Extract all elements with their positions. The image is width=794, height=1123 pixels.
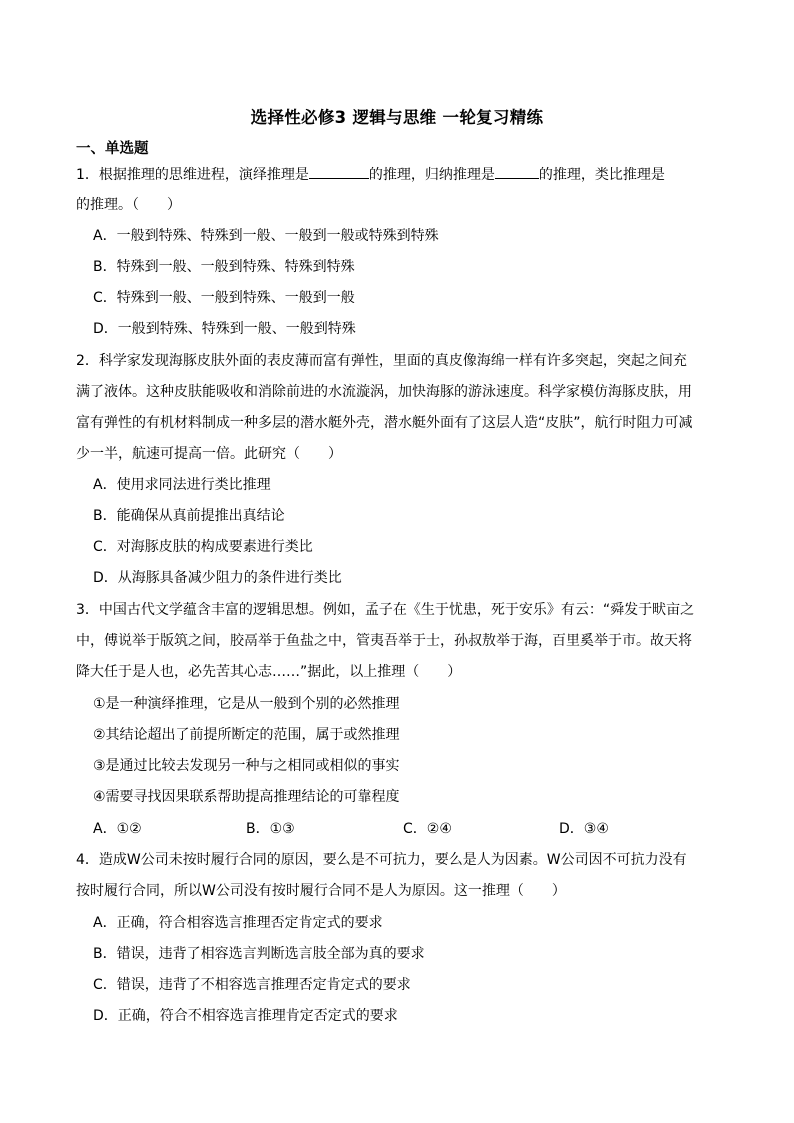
q3-statement-1: ①是一种演绎推理，它是从一般到个别的必然推理 — [93, 696, 400, 712]
q1-blank-2 — [495, 164, 539, 179]
q1-stem-part-b: 的推理，归纳推理是 — [368, 167, 495, 183]
q3-option-c[interactable]: C．②④ — [403, 821, 452, 837]
q2-stem-line-4: 少一半，航速可提高一倍。此研究（ ） — [76, 446, 342, 462]
document-title: 选择性必修3 逻辑与思维 一轮复习精练 — [250, 108, 544, 127]
q1-stem-line-2: 的推理。（ ） — [76, 197, 181, 213]
q3-statement-3: ③是通过比较去发现另一种与之相同或相似的事实 — [93, 758, 400, 774]
q2-option-a[interactable]: A．使用求同法进行类比推理 — [93, 477, 271, 493]
q2-stem-line-3: 富有弹性的有机材料制成一种多层的潜水艇外壳，潜水艇外面有了这层人造“皮肤”，航行时阻力可减 — [76, 415, 693, 431]
q2-option-c[interactable]: C．对海豚皮肤的构成要素进行类比 — [93, 539, 313, 555]
q1-option-d[interactable]: D．一般到特殊、特殊到一般、一般到特殊 — [93, 321, 356, 337]
q3-statement-2: ②其结论超出了前提所断定的范围，属于或然推理 — [93, 727, 400, 743]
q1-option-b[interactable]: B．特殊到一般、一般到特殊、特殊到特殊 — [93, 259, 355, 275]
q3-stem-line-3: 降大任于是人也，必先苦其心志……”据此，以上推理（ ） — [76, 664, 462, 680]
q4-option-a[interactable]: A．正确，符合相容选言推理否定肯定式的要求 — [93, 915, 383, 931]
q3-option-d[interactable]: D．③④ — [559, 821, 609, 837]
q4-option-d[interactable]: D．正确，符合不相容选言推理肯定否定式的要求 — [93, 1008, 398, 1024]
q3-stem-line-1: 3．中国古代文学蕴含丰富的逻辑思想。例如，孟子在《生于忧患，死于安乐》有云：“舜发于畎亩之 — [76, 602, 695, 618]
q3-option-b[interactable]: B．①③ — [246, 821, 295, 837]
q3-option-a[interactable]: A．①② — [93, 821, 142, 837]
q2-stem-line-1: 2．科学家发现海豚皮肤外面的表皮薄而富有弹性，里面的真皮像海绵一样有许多突起，突起之间充 — [76, 353, 687, 369]
q2-stem-line-2: 满了液体。这种皮肤能吸收和消除前进的水流漩涡，加快海豚的游泳速度。科学家模仿海豚皮肤，用 — [76, 384, 692, 400]
q1-blank-1 — [309, 164, 369, 179]
q2-option-b[interactable]: B．能确保从真前提推出真结论 — [93, 508, 285, 524]
q1-stem-part-c: 的推理，类比推理是 — [538, 167, 665, 183]
q1-option-c[interactable]: C．特殊到一般、一般到特殊、一般到一般 — [93, 290, 355, 306]
q2-option-d[interactable]: D．从海豚具备减少阻力的条件进行类比 — [93, 570, 342, 586]
q4-stem-line-2: 按时履行合同，所以W公司没有按时履行合同不是人为原因。这一推理（ ） — [76, 883, 566, 899]
q1-stem-part-a: 1．根据推理的思维进程，演绎推理是 — [76, 167, 309, 183]
q3-statement-4: ④需要寻找因果联系帮助提高推理结论的可靠程度 — [93, 789, 400, 805]
q4-option-c[interactable]: C．错误，违背了不相容选言推理否定肯定式的要求 — [93, 977, 411, 993]
q4-option-b[interactable]: B．错误，违背了相容选言判断选言肢全部为真的要求 — [93, 946, 425, 962]
q4-stem-line-1: 4．造成W公司未按时履行合同的原因，要么是不可抗力，要么是人为因素。W公司因不可抗力没有 — [76, 852, 687, 868]
q1-stem-line-1 — [76, 164, 665, 185]
section-heading: 一、单选题 — [76, 141, 149, 157]
q1-option-a[interactable]: A．一般到特殊、特殊到一般、一般到一般或特殊到特殊 — [93, 228, 439, 244]
q3-stem-line-2: 中，傅说举于版筑之间，胶鬲举于鱼盐之中，管夷吾举于士，孙叔敖举于海，百里奚举于市。故天将 — [76, 633, 692, 649]
